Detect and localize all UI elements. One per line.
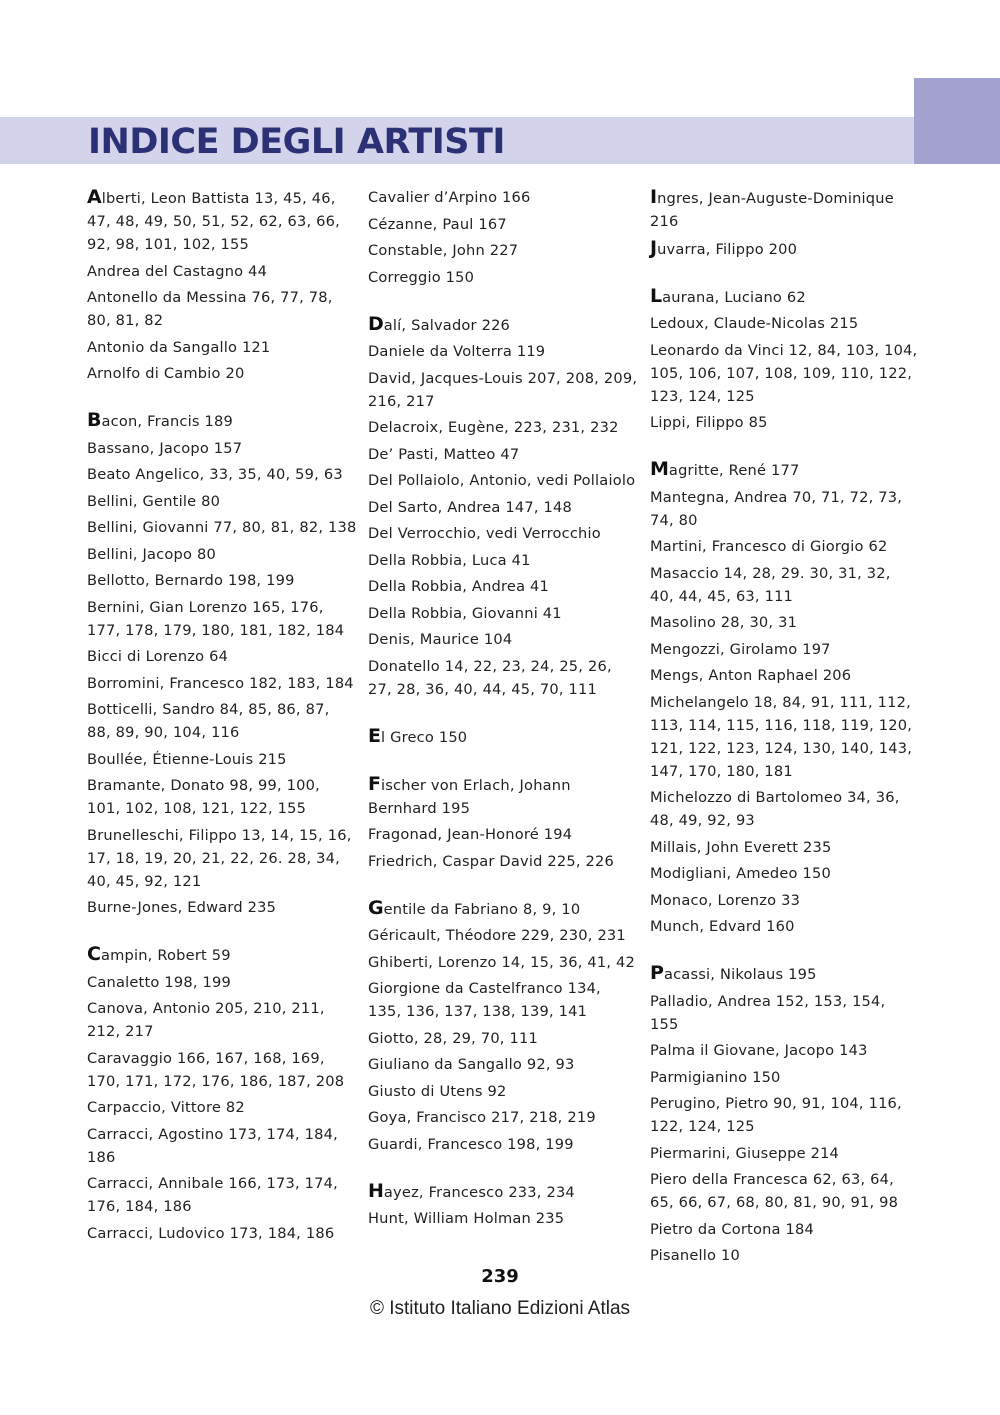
index-entry: Michelangelo 18, 84, 91, 111, 112, 113, 114, 115, 116, 118, 119, 120, 121, 122, 123, 124, 130, 140, 143, 147, 170, 180, 181 bbox=[650, 693, 913, 780]
index-column-1 bbox=[87, 186, 357, 1248]
index-entry: Della Robbia, Giovanni 41 bbox=[368, 604, 562, 622]
index-entry: Antonio da Sangallo 121 bbox=[87, 338, 271, 356]
index-entry: Friedrich, Caspar David 225, 226 bbox=[368, 852, 614, 870]
index-entry: Giuliano da Sangallo 92, 93 bbox=[368, 1056, 575, 1073]
index-entry: Andrea del Castagno 44 bbox=[87, 262, 268, 280]
index-entry: Hunt, William Holman 235 bbox=[368, 1210, 565, 1227]
index-entry: Giotto, 28, 29, 70, 111 bbox=[368, 1029, 538, 1047]
index-entry: Pietro da Cortona 184 bbox=[650, 1220, 814, 1238]
index-entry: Del Verrocchio, vedi Verrocchio bbox=[368, 525, 601, 542]
section-initial: L bbox=[650, 284, 663, 307]
index-entry: Borromini, Francesco 182, 183, 184 bbox=[87, 674, 354, 692]
index-entry: Carpaccio, Vittore 82 bbox=[87, 1099, 245, 1116]
index-entry: Piermarini, Giuseppe 214 bbox=[650, 1144, 840, 1162]
index-entry: Pacassi, Nikolaus 195 bbox=[650, 962, 817, 984]
index-entry: De’ Pasti, Matteo 47 bbox=[368, 445, 520, 463]
index-entry: Gentile da Fabriano 8, 9, 10 bbox=[368, 896, 581, 919]
index-entry: Fischer von Erlach, Johann Bernhard 195 bbox=[368, 772, 571, 817]
index-entry: Mantegna, Andrea 70, 71, 72, 73, 74, 80 bbox=[650, 488, 903, 529]
index-entry: Antonello da Messina 76, 77, 78, 80, 81, 82 bbox=[87, 289, 333, 329]
index-entry: Piero della Francesca 62, 63, 64, 65, 66, 67, 68, 80, 81, 90, 91, 98 bbox=[650, 1171, 899, 1211]
index-column-3 bbox=[650, 186, 918, 1271]
index-entry: Géricault, Théodore 229, 230, 231 bbox=[368, 927, 626, 944]
index-entry: Della Robbia, Andrea 41 bbox=[368, 578, 550, 595]
index-entry: Burne-Jones, Edward 235 bbox=[87, 899, 277, 916]
index-entry: Cavalier d’Arpino 166 bbox=[368, 189, 531, 206]
index-entry: Botticelli, Sandro 84, 85, 86, 87, 88, 89, 90, 104, 116 bbox=[87, 701, 330, 741]
index-entry: Bellini, Jacopo 80 bbox=[87, 545, 216, 563]
section-initial: B bbox=[87, 409, 102, 431]
index-entry: Cézanne, Paul 167 bbox=[368, 215, 507, 233]
index-entry: Pisanello 10 bbox=[650, 1247, 740, 1264]
index-entry: Lippi, Filippo 85 bbox=[650, 414, 768, 431]
section-initial: M bbox=[650, 458, 669, 480]
page-number: 239 bbox=[481, 1266, 519, 1287]
index-entry: Munch, Edvard 160 bbox=[650, 918, 795, 935]
index-entry: Michelozzo di Bartolomeo 34, 36, 48, 49, 92, 93 bbox=[650, 789, 900, 829]
section-initial: H bbox=[368, 1179, 384, 1202]
section-initial: F bbox=[368, 772, 381, 795]
index-entry: Giusto di Utens 92 bbox=[368, 1082, 507, 1100]
index-entry: Masaccio 14, 28, 29. 30, 31, 32, 40, 44, 45, 63, 111 bbox=[650, 564, 891, 605]
index-entry: Parmigianino 150 bbox=[650, 1068, 781, 1086]
header-tab bbox=[914, 78, 1000, 164]
index-entry: David, Jacques-Louis 207, 208, 209, 216, 217 bbox=[368, 369, 638, 410]
index-entry: Bernini, Gian Lorenzo 165, 176, 177, 178, 179, 180, 181, 182, 184 bbox=[87, 598, 345, 639]
index-entry: Leonardo da Vinci 12, 84, 103, 104, 105, 106, 107, 108, 109, 110, 122, 123, 124, 125 bbox=[650, 341, 918, 405]
index-entry: Ingres, Jean-Auguste-Dominique 216 bbox=[650, 186, 894, 230]
index-entry: Del Pollaiolo, Antonio, vedi Pollaiolo bbox=[368, 472, 636, 489]
index-entry: Modigliani, Amedeo 150 bbox=[650, 865, 831, 882]
index-entry: Carracci, Agostino 173, 174, 184, 186 bbox=[87, 1125, 338, 1166]
index-entry: Bellini, Gentile 80 bbox=[87, 492, 221, 510]
index-entry: Correggio 150 bbox=[368, 268, 475, 286]
section-initial: P bbox=[650, 962, 664, 984]
index-entry: Bacon, Francis 189 bbox=[87, 409, 234, 431]
index-entry: Caravaggio 166, 167, 168, 169, 170, 171, 172, 176, 186, 187, 208 bbox=[87, 1049, 345, 1090]
index-entry: Della Robbia, Luca 41 bbox=[368, 551, 531, 569]
index-entry: Fragonad, Jean-Honoré 194 bbox=[368, 826, 573, 843]
index-column-2 bbox=[368, 186, 638, 1234]
index-entry: Hayez, Francesco 233, 234 bbox=[368, 1179, 575, 1202]
index-entry: Palma il Giovane, Jacopo 143 bbox=[650, 1042, 868, 1059]
index-entry: Millais, John Everett 235 bbox=[650, 838, 832, 856]
section-initial: G bbox=[368, 896, 384, 919]
section-initial: A bbox=[87, 186, 102, 208]
index-entry: Guardi, Francesco 198, 199 bbox=[368, 1135, 574, 1153]
index-entry: Giorgione da Castelfranco 134, 135, 136, 137, 138, 139, 141 bbox=[368, 980, 601, 1020]
index-entry: Dalí, Salvador 226 bbox=[368, 312, 511, 335]
index-entry: Martini, Francesco di Giorgio 62 bbox=[650, 538, 888, 555]
section-initial: J bbox=[650, 236, 658, 259]
index-entry: Mengs, Anton Raphael 206 bbox=[650, 667, 852, 684]
index-entry: Bellotto, Bernardo 198, 199 bbox=[87, 572, 295, 589]
index-entry: Bellini, Giovanni 77, 80, 81, 82, 138 bbox=[87, 519, 357, 536]
index-entry: Arnolfo di Cambio 20 bbox=[87, 365, 245, 382]
index-entry: Campin, Robert 59 bbox=[87, 943, 231, 965]
index-entry: Delacroix, Eugène, 223, 231, 232 bbox=[368, 419, 619, 436]
section-initial: D bbox=[368, 312, 384, 335]
index-entry: Denis, Maurice 104 bbox=[368, 631, 513, 648]
index-entry: Donatello 14, 22, 23, 24, 25, 26, 27, 28, 36, 40, 44, 45, 70, 111 bbox=[368, 657, 612, 698]
index-entry: Alberti, Leon Battista 13, 45, 46, 47, 48, 49, 50, 51, 52, 62, 63, 66, 92, 98, 101, 102, 155 bbox=[87, 186, 340, 253]
index-entry: Monaco, Lorenzo 33 bbox=[650, 891, 801, 909]
index-entry: El Greco 150 bbox=[368, 724, 468, 747]
index-entry: Bassano, Jacopo 157 bbox=[87, 439, 243, 457]
section-initial: C bbox=[87, 943, 101, 965]
page-title: INDICE DEGLI ARTISTI bbox=[88, 122, 505, 162]
copyright: © Istituto Italiano Edizioni Atlas bbox=[369, 1298, 631, 1319]
index-entry: Carracci, Ludovico 173, 184, 186 bbox=[87, 1224, 335, 1242]
index-entry: Del Sarto, Andrea 147, 148 bbox=[368, 498, 572, 516]
section-initial: I bbox=[650, 186, 658, 208]
index-entry: Ledoux, Claude-Nicolas 215 bbox=[650, 315, 859, 332]
index-entry: Ghiberti, Lorenzo 14, 15, 36, 41, 42 bbox=[368, 953, 636, 971]
index-entry: Beato Angelico, 33, 35, 40, 59, 63 bbox=[87, 466, 343, 483]
index-entry: Carracci, Annibale 166, 173, 174, 176, 184, 186 bbox=[87, 1175, 338, 1215]
index-entry: Masolino 28, 30, 31 bbox=[650, 614, 798, 631]
index-entry: Bramante, Donato 98, 99, 100, 101, 102, 108, 121, 122, 155 bbox=[87, 777, 320, 817]
index-entry: Daniele da Volterra 119 bbox=[368, 343, 546, 360]
index-entry: Constable, John 227 bbox=[368, 242, 519, 259]
index-entry: Goya, Francisco 217, 218, 219 bbox=[368, 1109, 596, 1126]
index-entry: Canova, Antonio 205, 210, 211, 212, 217 bbox=[87, 1000, 325, 1040]
index-entry: Magritte, René 177 bbox=[650, 458, 800, 480]
index-entry: Mengozzi, Girolamo 197 bbox=[650, 640, 831, 658]
index-entry: Laurana, Luciano 62 bbox=[650, 284, 806, 307]
index-entry: Brunelleschi, Filippo 13, 14, 15, 16, 17, 18, 19, 20, 21, 22, 26. 28, 34, 40, 45, 92, 121 bbox=[87, 826, 352, 890]
index-entry: Palladio, Andrea 152, 153, 154, 155 bbox=[650, 992, 886, 1033]
index-entry: Perugino, Pietro 90, 91, 104, 116, 122, 124, 125 bbox=[650, 1095, 902, 1135]
index-entry: Canaletto 198, 199 bbox=[87, 973, 231, 991]
index-entry: Juvarra, Filippo 200 bbox=[650, 236, 798, 259]
index-entry: Boullée, Étienne-Louis 215 bbox=[87, 750, 287, 768]
section-initial: E bbox=[368, 724, 381, 747]
index-entry: Bicci di Lorenzo 64 bbox=[87, 648, 229, 665]
